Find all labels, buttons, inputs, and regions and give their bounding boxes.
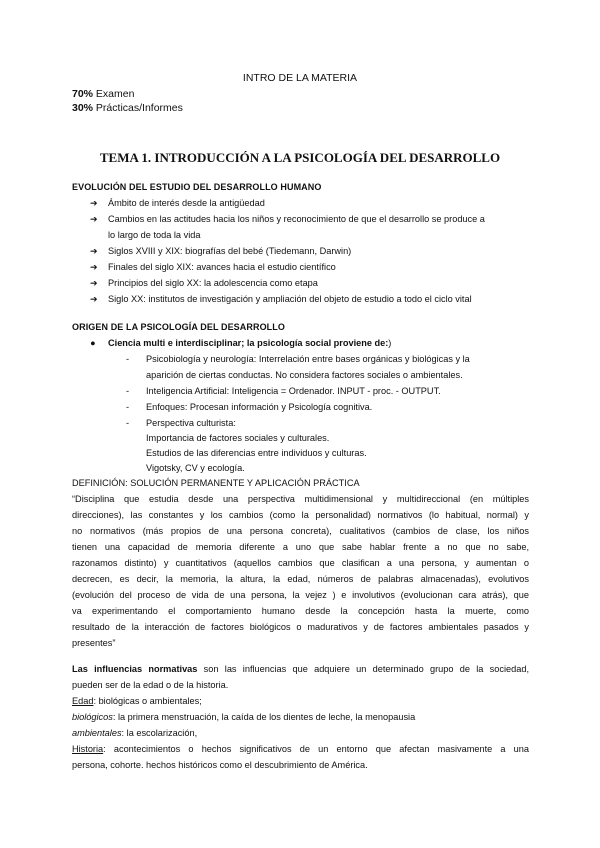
bullet-icon: ●: [90, 338, 96, 348]
definicion-heading: DEFINICIÓN: SOLUCIÓN PERMANENTE Y APLICACIÓN PRÁCTICA: [72, 478, 360, 488]
arrow-icon: ➔: [90, 294, 98, 304]
arrow-icon: ➔: [90, 278, 98, 288]
arrow-icon: ➔: [90, 246, 98, 256]
origen-dash-text: Enfoques: Procesan información y Psicología cognitiva.: [146, 402, 373, 412]
origen-dash-continuation: aparición de ciertas conductas. No considera factores sociales o ambientales.: [146, 370, 463, 380]
tema-title: TEMA 1. INTRODUCCIÓN A LA PSICOLOGÍA DEL DESARROLLO: [99, 150, 501, 165]
definicion-line: “Disciplina que estudia desde una perspectiva multidimensional y multidireccional (en múltiples: [72, 494, 529, 504]
evolucion-item: [90, 278, 318, 289]
origen-bullet-text: Ciencia multi e interdisciplinar; la psicología social proviene de:: [108, 338, 389, 348]
origen-heading: ORIGEN DE LA PSICOLOGÍA DEL DESARROLLO: [72, 322, 285, 332]
arrow-icon: ➔: [90, 198, 98, 208]
grade-line-exam: [72, 88, 134, 100]
definicion-line: tienen una capacidad de memoria diferente a uno que sabe hablar frente a no que no sabe,: [72, 542, 529, 552]
grade-label: Examen: [93, 88, 135, 100]
evolucion-item: [90, 262, 336, 273]
definicion-line: razonamos distinto) y cuantitativos (aquellos cambios que clasifican a una persona, y aumentan o: [72, 558, 529, 568]
origen-dash-item: [126, 418, 236, 428]
evolucion-heading: EVOLUCIÓN DEL ESTUDIO DEL DESARROLLO HUMANO: [72, 182, 322, 192]
definicion-line: decrecen, es decir, la memoria, la altura, la edad, números de palabras almacenadas), evolutivos: [72, 574, 529, 584]
evolucion-item-text: Siglos XVIII y XIX: biografías del bebé (Tiedemann, Darwin): [108, 246, 352, 256]
dash-icon: -: [126, 402, 130, 412]
arrow-icon: ➔: [90, 262, 98, 272]
origen-dash-text: Inteligencia Artificial: Inteligencia = Ordenador. INPUT - proc. - OUTPUT.: [146, 386, 441, 396]
culturista-line: Estudios de las diferencias entre individuos y culturas.: [146, 448, 367, 458]
arrow-icon: ➔: [90, 214, 98, 224]
dash-icon: -: [126, 386, 130, 396]
evolucion-item: [90, 198, 265, 209]
evolucion-item-text: Principios del siglo XX: la adolescencia como etapa: [108, 278, 318, 288]
origen-bullet: [90, 338, 391, 348]
definicion-line: va experimentando el comportamiento humano desde la concepción hasta la muerte, como: [72, 606, 529, 616]
evolucion-item: [90, 294, 472, 305]
evolucion-item: [90, 214, 485, 225]
grade-pct: 30%: [72, 102, 94, 114]
origen-dash-item: [126, 354, 470, 364]
origen-dash-text: Psicobiología y neurología: Interrelación entre bases orgánicas y biológicas y la: [146, 354, 470, 364]
edad-line: [72, 696, 202, 706]
definicion-last-line: presentes”: [72, 638, 116, 648]
biologicos-line: [72, 712, 415, 722]
evolucion-item-continuation: lo largo de toda la vida: [108, 230, 201, 240]
evolucion-item-text: Cambios en las actitudes hacia los niños y reconocimiento de que el desarrollo se produce a: [108, 214, 485, 224]
influencias-text: son las influencias que adquiere un determinado grupo de la sociedad,: [197, 664, 529, 674]
ambientales-label: ambientales: [72, 728, 122, 738]
biologicos-label: biológicos: [72, 712, 113, 722]
definicion-line: (evolución del proceso de vida de una persona, la vejez ) e involutivos (evolucionan cara atrás), que: [72, 590, 529, 600]
culturista-line: Vigotsky, CV y ecología.: [146, 463, 245, 473]
evolucion-item-text: Siglo XX: institutos de investigación y ampliación del objeto de estudio a todo el ciclo vital: [108, 294, 472, 304]
origen-dash-item: [126, 386, 441, 396]
evolucion-item: [90, 246, 351, 257]
ambientales-line: [72, 728, 197, 738]
evolucion-item-text: Finales del siglo XIX: avances hacia el estudio científico: [108, 262, 336, 272]
origen-dash-item: [126, 402, 372, 412]
influencias-lead: Las influencias normativas: [72, 664, 198, 674]
historia-line2: persona, cohorte. hechos históricos como el descubrimiento de América.: [72, 760, 368, 770]
dash-icon: -: [126, 418, 130, 428]
definicion-line: resultado de la interacción de factores biológicos o madurativos y de factores ambientales pasados y: [72, 622, 529, 632]
dash-icon: -: [126, 354, 130, 364]
intro-title: INTRO DE LA MATERIA: [242, 72, 358, 84]
origen-dash-text: Perspectiva culturista:: [146, 418, 236, 428]
grade-label: Prácticas/Informes: [93, 102, 183, 114]
historia-text: : acontecimientos o hechos significativos de un entorno que afectan masivamente a una: [103, 744, 529, 754]
ambientales-text: : la escolarización,: [121, 728, 198, 738]
evolucion-item-text: Ámbito de interés desde la antigüedad: [108, 198, 265, 208]
historia-label: Historia: [72, 744, 104, 754]
grade-line-practices: [72, 102, 183, 114]
edad-label: Edad: [72, 696, 94, 706]
influencias-line: [72, 664, 529, 674]
influencias-line2: pueden ser de la edad o de la historia.: [72, 680, 229, 690]
culturista-line: Importancia de factores sociales y culturales.: [146, 433, 330, 443]
grade-pct: 70%: [72, 88, 94, 100]
origen-bullet-tail: ): [388, 338, 392, 348]
definicion-line: no normativos (más propios de una persona concreta), cualitativos (cambios de clase, los niños: [72, 526, 529, 536]
biologicos-text: : la primera menstruación, la caída de los dientes de leche, la menopausia: [112, 712, 416, 722]
historia-line: [72, 744, 529, 754]
definicion-line: direcciones), las constantes y los cambios (como la personalidad) normativos (lo habitual, normal) y: [72, 510, 529, 520]
edad-text: : biológicas o ambientales;: [93, 696, 202, 706]
